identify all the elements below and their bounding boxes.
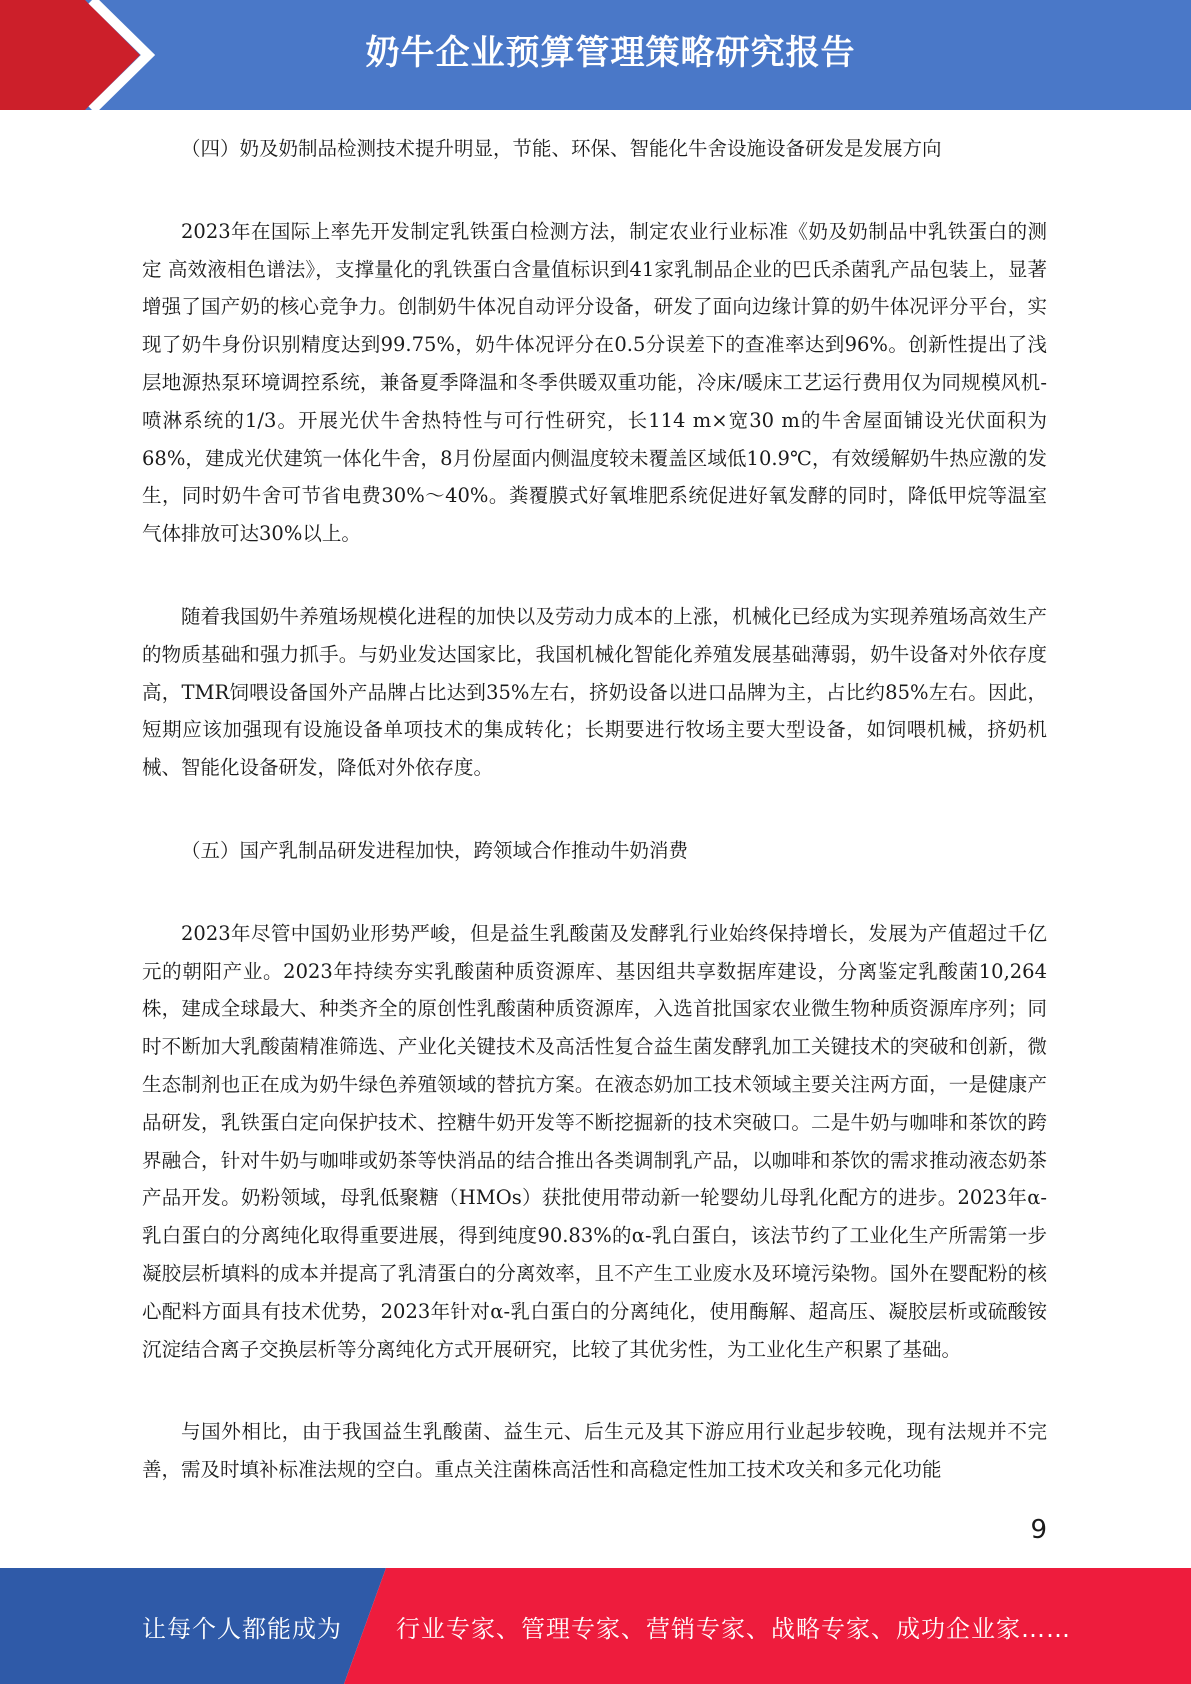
page-header: [0, 0, 1191, 110]
footer-slogan-left: 让每个人都能成为: [142, 1615, 342, 1643]
page-footer: [0, 1568, 1191, 1684]
paragraph: 与国外相比，由于我国益生乳酸菌、益生元、后生元及其下游应用行业起步较晚，现有法规并不完善，需及时填补标准法规的空白。重点关注菌株高活性和高稳定性加工技术攻关和多元化功能: [142, 1420, 1047, 1482]
section-heading-5: （五）国产乳制品研发进程加快，跨领域合作推动牛奶消费: [181, 838, 689, 862]
page-number: 9: [1030, 1515, 1047, 1545]
footer-slogan-right: 行业专家、管理专家、营销专家、战略专家、成功企业家……: [396, 1615, 1071, 1643]
paragraph: 2023年在国际上率先开发制定乳铁蛋白检测方法，制定农业行业标准《奶及奶制品中乳铁蛋白的测定 高效液相色谱法》，支撑量化的乳铁蛋白含量值标识到41家乳制品企业的巴氏杀菌乳产品包装上，显著增强了国产奶的核心竞争力。创制奶牛体况自动评分设备，研发了面向边缘计算的奶牛体况评分平台，实现了奶牛身份识别精度达到99.75%，奶牛体况评分在0.5分误差下的查准率达到96%。创新性提出了浅层地源热泵环境调控系统，兼备夏季降温和冬季供暖双重功能，冷床/暖床工艺运行费用仅为同规模风机-喷淋系统的1/3。开展光伏牛舍热特性与可行性研究，长114 m×宽30 m的牛舍屋面铺设光伏面积为68%，建成光伏建筑一体化牛舍，8月份屋面内侧温度较未覆盖区域低10.9℃，有效缓解奶牛热应激的发生，同时奶牛舍可节省电费30%～40%。粪覆膜式好氧堆肥系统促进好氧发酵的同时，降低甲烷等温室气体排放可达30%以上。: [142, 219, 1047, 546]
page-content: [142, 130, 1047, 1489]
section-heading-4: （四）奶及奶制品检测技术提升明显，节能、环保、智能化牛舍设施设备研发是发展方向: [181, 137, 942, 160]
report-title: 奶牛企业预算管理策略研究报告: [365, 33, 856, 73]
paragraph: 2023年尽管中国奶业形势严峻，但是益生乳酸菌及发酵乳行业始终保持增长，发展为产值超过千亿元的朝阳产业。2023年持续夯实乳酸菌种质资源库、基因组共享数据库建设，分离鉴定乳酸菌10,264株，建成全球最大、种类齐全的原创性乳酸菌种质资源库，入选首批国家农业微生物种质资源库序列；同时不断加大乳酸菌精准筛选、产业化关键技术及高活性复合益生菌发酵乳加工关键技术的突破和创新，微生态制剂也正在成为奶牛绿色养殖领域的替抗方案。在液态奶加工技术领域主要关注两方面，一是健康产品研发，乳铁蛋白定向保护技术、控糖牛奶开发等不断挖掘新的技术突破口。二是牛奶与咖啡和茶饮的跨界融合，针对牛奶与咖啡或奶茶等快消品的结合推出各类调制乳产品，以咖啡和茶饮的需求推动液态奶茶产品开发。奶粉领域，母乳低聚糖（HMOs）获批使用带动新一轮婴幼儿母乳化配方的进步。2023年α-乳白蛋白的分离纯化取得重要进展，得到纯度90.83%的α-乳白蛋白，该法节约了工业化生产所需第一步凝胶层析填料的成本并提高了乳清蛋白的分离效率，且不产生工业废水及环境污染物。国外在婴配粉的核心配料方面具有技术优势，2023年针对α-乳白蛋白的分离纯化，使用酶解、超高压、凝胶层析或硫酸铵沉淀结合离子交换层析等分离纯化方式开展研究，比较了其优劣性，为工业化生产积累了基础。: [142, 921, 1047, 1361]
paragraph: 随着我国奶牛养殖场规模化进程的加快以及劳动力成本的上涨，机械化已经成为实现养殖场高效生产的物质基础和强力抓手。与奶业发达国家比，我国机械化智能化养殖发展基础薄弱，奶牛设备对外依存度高，TMR饲喂设备国外产品牌占比达到35%左右，挤奶设备以进口品牌为主，占比约85%左右。因此，短期应该加强现有设施设备单项技术的集成转化；长期要进行牧场主要大型设备，如饲喂机械，挤奶机械、智能化设备研发，降低对外依存度。: [142, 604, 1047, 780]
